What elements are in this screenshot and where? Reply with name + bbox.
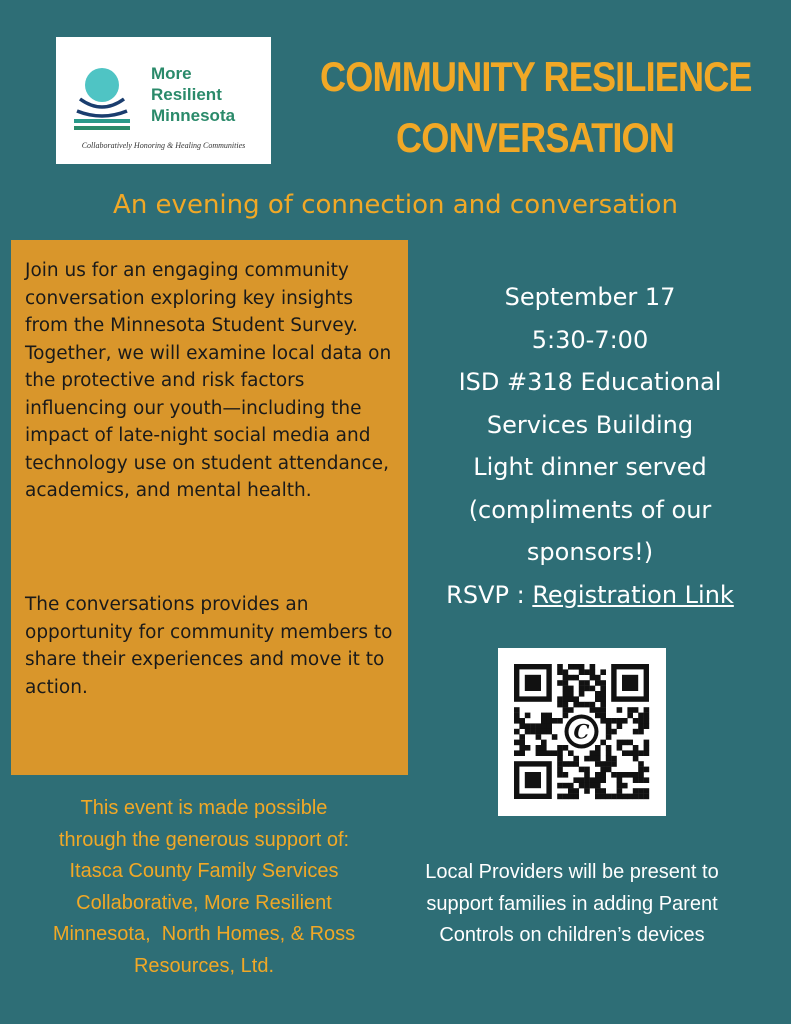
event-time: 5:30-7:00 [531, 325, 649, 354]
logo-line-2: Resilient [151, 85, 222, 104]
logo-line-3: Minnesota [151, 106, 236, 125]
event-dinner-line-2: (compliments of our [468, 495, 712, 524]
providers-line-3: Controls on children’s devices [439, 924, 705, 946]
qr-code[interactable] [498, 648, 666, 816]
support-line-1: This event is made possible [80, 797, 328, 819]
rsvp-row [415, 574, 765, 617]
logo-tagline: Collaboratively Honoring & Healing Communities [81, 141, 246, 150]
event-location-line-2: Services Building [486, 410, 694, 439]
support-line-4: Collaborative, More Resilient [76, 891, 332, 914]
registration-link[interactable]: Registration Link [532, 580, 734, 609]
logo-line-1: More [151, 64, 192, 83]
support-line-2: through the generous support of: [58, 828, 350, 851]
support-line-6: Resources, Ltd. [133, 954, 275, 977]
sun-horizon-logo-icon [74, 63, 130, 135]
providers-line-1: Local Providers will be present to [425, 861, 719, 883]
support-line-3: Itasca County Family Services [69, 860, 339, 882]
description-paragraph-2: The conversations provides an opportunity for community members to share their experiences and move it to action. [25, 594, 393, 698]
providers-line-2: support families in adding Parent [426, 892, 718, 915]
logo [56, 37, 271, 164]
rsvp-label: RSVP : [446, 580, 533, 609]
page-title [320, 46, 750, 168]
event-dinner-line-1: Light dinner served [473, 453, 707, 481]
event-details [415, 276, 765, 616]
providers-note [392, 857, 752, 952]
title-line-2: CONVERSATION [396, 114, 674, 161]
description-box [11, 240, 408, 775]
event-date: September 17 [504, 283, 676, 311]
title-line-1: COMMUNITY RESILIENCE [320, 53, 752, 100]
logo-wordmark [151, 63, 235, 126]
qr-center-letter: C [573, 719, 590, 744]
support-line-5: Minnesota, North Homes, & Ross [52, 923, 356, 945]
page-subtitle: An evening of connection and conversation [113, 190, 678, 220]
event-location-line-1: ISD #318 Educational [458, 368, 722, 396]
qr-code-icon [498, 648, 666, 816]
sponsor-acknowledgement [12, 793, 396, 982]
event-dinner-line-3: sponsors!) [526, 538, 654, 566]
description-paragraph-1: Join us for an engaging community conversation exploring key insights from the Minnesota Student Survey. Together, we will examine local data on the protective and risk factors influencing our youth—including the impact of late-night social media and technology use on student attendance, academics, and mental health. [25, 260, 392, 501]
